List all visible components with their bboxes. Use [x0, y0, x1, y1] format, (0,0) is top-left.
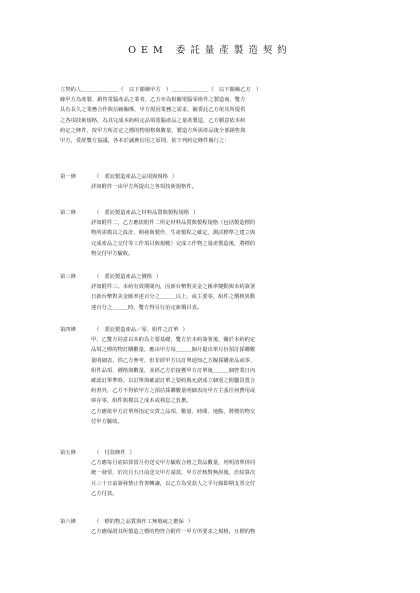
article-line: 甲、乙雙方同意以本約為主要基礎，雙方於本約簽署後，關於本約約定 [91, 337, 256, 344]
article-title: 委託製造產品之品項與規格 [104, 174, 168, 180]
article-number: 第三條 [60, 274, 76, 280]
intro-line: 緣甲方為產製、銷售電腦產品之業者，乙方亦為相關電腦零組件之製造商，雙方 [60, 97, 246, 104]
intro-line: 約定之條件，按甲方所訂定之標的物規格與數量，製造方所需產品後全部銷售與 [60, 127, 246, 134]
article-line: 品項之標的物訂購數量，應由甲方每＿＿＿個月提出單月份預訂採購數 [91, 347, 256, 354]
article-heading: 第四條 （ 委託製造產品／零、組件之訂單 ） [60, 325, 365, 335]
article-line: 物所需模具之設計、開發與製作，生產製程之確定，測試標準之建立與 [91, 230, 256, 237]
article-heading: 第二條 （ 委託製造產品之材料品質與製程規格 ） [60, 208, 365, 218]
article-4 [60, 325, 365, 427]
contract-intro [60, 85, 360, 146]
contract-title: OEM 委託量產製造契約 [128, 45, 292, 56]
article-body [60, 527, 365, 537]
intro-line: 之各項技術規格，為其完成本約約定品項電腦產品之量產製造，乙方願意依本約 [60, 117, 246, 124]
article-number: 第五條 [60, 450, 76, 456]
article-line: 付甲方驗收。 [91, 418, 123, 425]
article-heading: 第三條 （ 委託製造產品之價格 ） [60, 272, 365, 282]
article-line: 統一發票，於次月五日前送交甲方請款，甲方於核對無誤後，於結算次 [91, 470, 256, 477]
article-line: 月三十日前簽發禁止背書轉讓，以乙方為受款人之平行線即期支票交付 [91, 480, 256, 487]
article-heading: 第六條 （ 標的物之品質與作工無瑕疵之擔保 ） [60, 517, 365, 527]
article-line: 乙方應依甲方訂單所指定交貨之品項、數量、時間、地點，將標的物交 [91, 408, 256, 415]
article-number: 第四條 [60, 327, 76, 333]
article-title: 付款條件 [104, 450, 126, 456]
article-line: 乙方應每月底結算當月份送交甲方驗收合格之貨品數量，列明清單併同 [91, 460, 256, 467]
article-title: 委託製造產品之價格 [104, 274, 152, 280]
article-2 [60, 208, 365, 259]
article-title: 委託製造產品之材料品質與製程規格 [104, 210, 190, 216]
article-number: 第六條 [60, 519, 76, 525]
article-line: 物交付甲方驗收。 [91, 250, 134, 257]
intro-line: 立契約人＿＿＿＿＿＿＿（ 以下簡稱甲方 ）＿＿＿＿＿＿＿（ 以下簡稱乙方 ） [60, 87, 262, 93]
article-number: 第一條 [60, 174, 76, 180]
article-line: 達百分之＿＿＿時，雙方得另行治定新價目表。 [91, 304, 203, 311]
article-line: 詳如附件一由甲方所提出之各項技術規格件。 [91, 184, 197, 191]
article-title: 標的物之品質與作工無瑕疵之擔保 [104, 519, 184, 525]
article-1 [60, 172, 365, 192]
article-body [60, 182, 365, 192]
article-6 [60, 517, 365, 537]
article-number: 第二條 [60, 210, 76, 216]
article-title: 委託製造產品／零、組件之訂單 [104, 327, 179, 333]
article-heading: 第一條 （ 委託製造產品之品項與規格 ） [60, 172, 365, 182]
article-line: 乙方付款。 [91, 490, 118, 497]
article-line: 庫存零，組件與模具之成本或利息之負擔。 [91, 398, 192, 405]
article-5 [60, 448, 365, 499]
article-line: 日新台幣對美金匯率達百分之＿＿＿以上，或主要零，組件之價格異動 [91, 294, 256, 301]
article-line: 量明細表，供乙方參考，但非經甲方以訂單通知乙方擬採購產品或零、 [91, 357, 256, 364]
article-line: 完成產品之交付等工作項目與規範）完成工作物之量產製造後，將標的 [91, 240, 256, 247]
article-3 [60, 272, 365, 313]
article-body [60, 335, 365, 427]
article-line: 乙方應保證其所製造之標的物符合附件一甲方所要求之規格，且標的物 [91, 529, 256, 536]
intro-line: 具有長久之業務合作與信賴關係，甲方現因業務之需求，擬委託乙方依其所提供 [60, 107, 246, 114]
article-line: 約書外，乙方不得依甲方之預估採購數量明細表向甲方主張任何費用或 [91, 388, 256, 395]
article-heading: 第五條 （ 付款條件 ） [60, 448, 365, 458]
article-line: 組件品項、價格與數量，並經乙方於接獲甲方訂單後＿＿＿個營業日內 [91, 367, 256, 374]
article-line: 確認訂單準時。以訂單與確認訂單之要約與允諾成立個別之附屬買賣合 [91, 378, 256, 385]
article-body [60, 282, 365, 313]
article-body [60, 218, 365, 259]
intro-line: 甲方，爰經雙方協議，各本於誠實信用之原則，依下列約定條件履行之： [60, 138, 230, 145]
article-line: 詳如附件三。本約有效期間內，因新台幣對美金之匯率變動與本約簽署 [91, 284, 256, 291]
article-body [60, 458, 365, 499]
article-line: 詳如附件二，乙方應依附件二所定材料品質與製程規格（包括製造標的 [91, 220, 256, 227]
